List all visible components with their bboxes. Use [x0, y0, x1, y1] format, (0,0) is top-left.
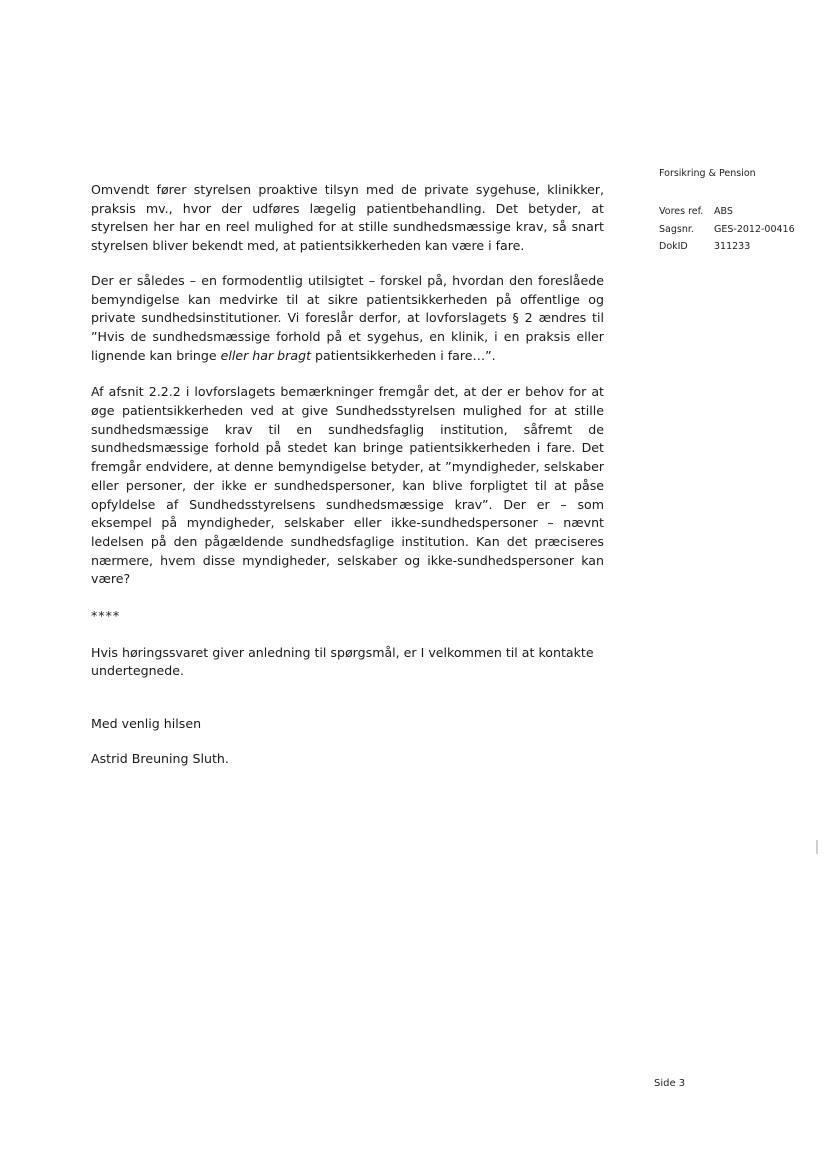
organization-name: Forsikring & Pension [659, 168, 756, 179]
scan-artifact [816, 840, 818, 854]
ref-row-doc-id [659, 238, 819, 256]
section-separator: **** [91, 608, 121, 624]
paragraph-proposal-text-a: Der er således – en formodentlig utilsigtet – forskel på, hvordan den foreslåede bemyndigelse kan medvirke til at sikre patientsikkerheden på offentlige og private sundhedsinstitutioner. Vi foreslår derfor, at lovforslagets § 2 ændres til ”Hvis de sundhedsmæssige forhold på et sygehus, en klinik, i en praksis eller lignende kan bringe [91, 272, 604, 363]
ref-value: GES-2012-00416 [714, 223, 795, 235]
page-number: Side 3 [654, 1078, 686, 1089]
ref-key: Vores ref. [659, 206, 704, 218]
reference-sidebar [659, 168, 819, 256]
paragraph-supervision: Omvendt fører styrelsen proaktive tilsyn med de private sygehuse, klinikker, praksis mv., hvor der udføres lægelig patientbehandling. Det betyder, at styrelsen her har en reel mulighed for at stille sundhedsmæssige krav, så snart styrelsen bliver bekendt med, at patientsikkerheden kan være i fare. [91, 182, 604, 254]
ref-key: Sagsnr. [659, 223, 694, 235]
paragraph-contact: Hvis høringssvaret giver anledning til spørgsmål, er I velkommen til at kontakte undertegnede. [91, 644, 594, 679]
ref-key: DokID [659, 241, 688, 253]
ref-value: 311233 [714, 241, 751, 253]
letter-body [91, 181, 604, 769]
ref-row-our-ref [659, 203, 819, 221]
ref-value: ABS [714, 206, 733, 218]
ref-row-case-number [659, 221, 819, 239]
signer-name: Astrid Breuning Sluth. [91, 750, 229, 766]
paragraph-section-2-2-2: Af afsnit 2.2.2 i lovforslagets bemærkninger fremgår det, at der er behov for at øge patientsikkerheden ved at give Sundhedsstyrelsen mulighed for at stille sundhedsmæssige krav til en sundhedsfaglig institution, såfremt de sundhedsmæssige forhold på stedet kan bringe patientsikkerheden i fare. Det fremgår endvidere, at denne bemyndigelse betyder, at ”myndigheder, selskaber eller personer, der ikke er sundhedspersoner, kan blive forpligtet til at påse opfyldelse af Sundhedsstyrelsens sundhedsmæssige krav”. Der er – som eksempel på myndigheder, selskaber eller ikke-sundhedspersoner – nævnt ledelsen på den pågældende sundhedsfaglige institution. Kan det præciseres nærmere, hvem disse myndigheder, selskaber og ikke-sundhedspersoner kan være? [91, 384, 604, 587]
paragraph-proposal-text-b: patientsikkerheden i fare…”. [311, 347, 496, 363]
closing-greeting: Med venlig hilsen [91, 716, 202, 732]
paragraph-proposal-emphasis: eller har bragt [220, 347, 312, 363]
paragraph-proposal [91, 272, 604, 366]
